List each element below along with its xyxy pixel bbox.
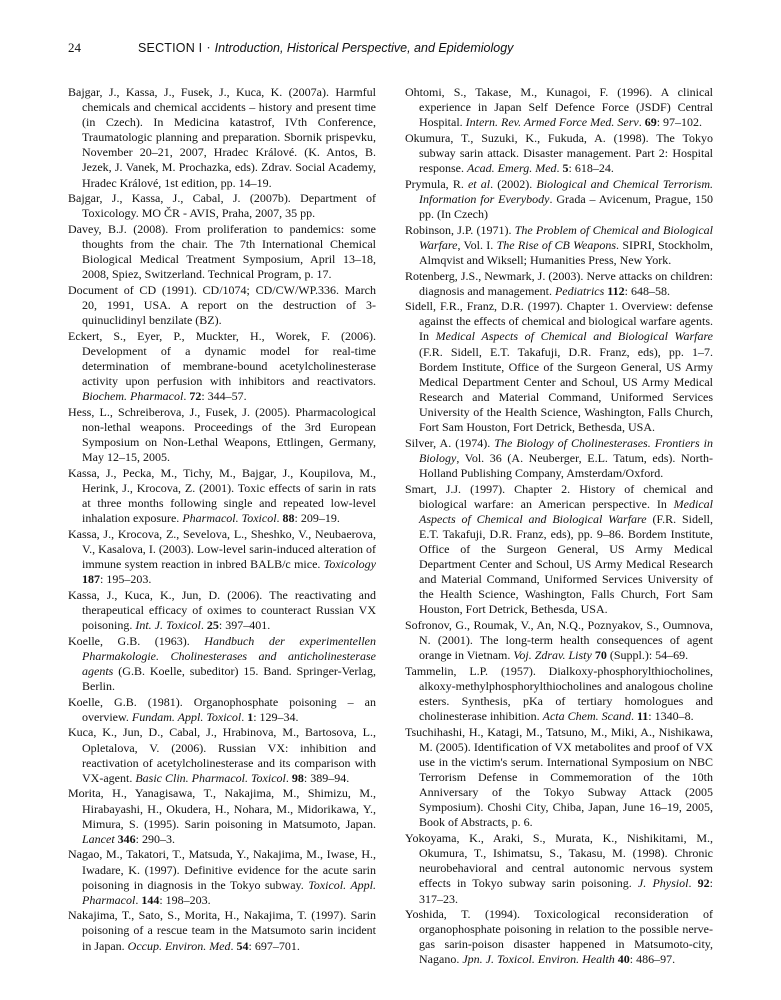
reference-italic-text: Acad. Emerg. Med (467, 161, 557, 176)
reference-text: . (241, 709, 248, 724)
reference-italic-text: Handbuch der experimentellen Pharmakologie. Cholinesterases and anticholinesterase agents (82, 633, 376, 678)
reference-text: (Suppl.): 54–69. (606, 648, 689, 663)
reference-entry (68, 283, 376, 328)
reference-italic-text: Basic Clin. Pharmacol. Toxicol (135, 770, 286, 785)
reference-entry (68, 725, 376, 785)
reference-entry (405, 269, 713, 299)
reference-text: Okumura, T., Suzuki, K., Fukuda, A. (1998). The Tokyo subway sarin attack. Disaster management. Part 2: Hospital response. (405, 130, 713, 176)
references-left-column (68, 85, 376, 954)
reference-entry (405, 85, 713, 130)
reference-entry (405, 436, 713, 481)
reference-text: , Vol. 36 (A. Neuberger, E.L. Tatum, eds). North-Holland Publishing Company, Amsterdam/Oxford. (419, 450, 713, 480)
reference-volume: 88 (282, 511, 295, 526)
reference-text: Tammelin, L.P. (1957). Dialkoxy-phosphorylthiocholines, alkoxy-methylphosphorylthiocholines and analogous choline esters. Synthesis, pKa of tertiary homologues and cholinesterase inhibition. (405, 663, 713, 724)
reference-text: Nakajima, T., Sato, S., Morita, H., Nakajima, T. (1997). Sarin poisoning of a rescue team in the Matsumoto sarin incident in Japan. (68, 908, 376, 953)
reference-entry (68, 466, 376, 526)
reference-text: . Grada – Avicenum, Prague, 150 pp. (In Czech) (419, 191, 713, 221)
reference-volume: 54 (236, 938, 249, 953)
reference-entry (68, 222, 376, 282)
reference-text: Rotenberg, J.S., Newmark, J. (2003). Nerve attacks on children: diagnosis and management. (405, 268, 713, 298)
reference-text: Koelle, G.B. (1981). Organophosphate poisoning – an overview. (68, 694, 376, 724)
reference-italic-text: The Problem of Chemical and Biological Warfare (419, 222, 713, 252)
reference-volume: 144 (141, 892, 160, 907)
reference-text: Prymula, R. (405, 176, 468, 191)
page-number: 24 (68, 40, 81, 55)
reference-italic-text: Jpn. J. Toxicol. Environ. Health (462, 952, 615, 967)
reference-volume: 25 (206, 618, 219, 633)
reference-text: Document of CD (1991). CD/1074; CD/CW/WP.336. March 20, 1991, USA. A report on the destruction of 3-quinuclidinyl benzilate (BZ). (68, 283, 376, 328)
reference-italic-text: Medical Aspects of Chemical and Biological Warfare (419, 496, 713, 526)
reference-text: Sofronov, G., Roumak, V., An, N.Q., Poznyakov, S., Oumnova, N. (2001). The long-term health consequences of agent orange in Vietnam. (405, 618, 713, 663)
reference-italic-text: Lancet (82, 831, 115, 846)
reference-entry (405, 223, 713, 268)
reference-text: Robinson, J.P. (1971). (405, 222, 515, 237)
reference-entry (405, 664, 713, 724)
reference-text: Nagao, M., Takatori, T., Matsuda, Y., Nakajima, M., Iwase, H., Iwadare, K. (1997). Definitive evidence for the acute sarin poisoning in diagnosis in the Tokyo subway. (68, 847, 376, 892)
reference-text: : 618–24. (568, 161, 614, 176)
reference-text: Ohtomi, S., Takase, M., Kunagoi, F. (1996). A clinical experience in Japan Self Defence Force (JSDF) Central Hospital. (405, 85, 713, 130)
reference-text: Smart, J.J. (1997). Chapter 2. History of chemical and biological warfare: an American perspective. In (405, 481, 713, 511)
reference-entry (68, 85, 376, 191)
reference-volume: 40 (617, 952, 630, 967)
reference-volume: 92 (697, 876, 710, 891)
reference-entry (68, 405, 376, 465)
reference-volume: 346 (117, 831, 136, 846)
reference-italic-text: Int. J. Toxicol (135, 618, 201, 633)
reference-entry (405, 725, 713, 831)
reference-text: : 290–3. (135, 831, 176, 846)
reference-text: : 344–57. (201, 389, 247, 404)
section-topic: Introduction, Historical Perspective, and Epidemiology (214, 41, 514, 55)
reference-text: . (276, 511, 283, 526)
reference-volume: 98 (291, 770, 304, 785)
reference-entry (68, 634, 376, 694)
reference-text: . SIPRI, Stockholm, Almqvist and Wiksell; Humanities Press, New York. (419, 237, 714, 267)
reference-entry (405, 482, 713, 618)
reference-italic-text: Occup. Environ. Med (127, 938, 231, 953)
reference-entry (405, 618, 713, 663)
reference-volume: 112 (607, 283, 625, 298)
reference-entry (68, 786, 376, 846)
reference-text: . (135, 892, 142, 907)
reference-text: Bajgar, J., Kassa, J., Fusek, J., Kuca, K. (2007a). Harmful chemicals and chemical accidents – history and present time (in Czech). In Medicina katastrof, IVth Conference, Traumatologic planning and preparation. Sbornik prispevku, November 20–21, 2007, Hradec Králové. (K. Antos, B. Jezek, J. Vanek, M. Prochazka, eds). Zdrav. Social Academy, Hradec Králové, 1st edition, pp. 14–19. (68, 85, 376, 190)
reference-volume: 5 (562, 161, 569, 176)
reference-text: : 195–203. (100, 572, 152, 587)
reference-text: . (2002). (490, 176, 537, 191)
reference-text: : 397–401. (218, 618, 271, 633)
reference-entry (68, 329, 376, 404)
reference-text: (F.R. Sidell, E.T. Takafuji, D.R. Franz, eds), pp. 1–7. Bordem Institute, Office of the Surgeon General, US Army Medical Department Center and Schoul, US Army Medical Research and Material Command, Uniformed Services University of the Health Science, Washington, Falls Church, Fort Sam Houston, Fort Detrick, Bethesda, USA. (419, 344, 713, 435)
reference-text: Davey, B.J. (2008). From proliferation to pandemics: some thoughts from the chair. The 7th International Chemical Biological Medical Treatment Symposium, April 13–18, 2008, Spiez, Switzerland. Technical Program, p. 17. (68, 222, 376, 282)
reference-text: : 648–58. (624, 283, 670, 298)
reference-italic-text: Intern. Rev. Armed Force Med. Serv (465, 115, 639, 130)
reference-text: Eckert, S., Eyer, P., Muckter, H., Worek, F. (2006). Development of a dynamic model for real-time determination of membrane-bound acetylcholinesterase activity upon perfusion with inhibitors and reactivators. (68, 328, 376, 389)
reference-text: : 198–203. (159, 892, 211, 907)
reference-italic-text: Biochem. Pharmacol (82, 389, 184, 404)
reference-volume: 72 (189, 389, 202, 404)
reference-text: Silver, A. (1974). (405, 435, 495, 450)
reference-volume: 11 (636, 709, 649, 724)
reference-text: . (200, 618, 207, 633)
reference-text: Yoshida, T. (1994). Toxicological reconsideration of organophosphate poisoning in relation to the possible nerve-gas sarin-poison disaster happened in Matsumoto-city, Nagano. (405, 907, 713, 967)
reference-entry (405, 299, 713, 435)
reference-entry (68, 695, 376, 725)
reference-text: Koelle, G.B. (1963). (68, 633, 205, 648)
reference-text: : 486–97. (629, 952, 676, 967)
reference-text: . (630, 709, 637, 724)
reference-text: . (688, 876, 698, 891)
reference-text: (G.B. Koelle, subeditor) 15. Band. Springer-Verlag, Berlin. (82, 663, 376, 693)
reference-volume: 187 (82, 572, 100, 587)
reference-volume: 1 (247, 709, 254, 724)
reference-text: : 389–94. (303, 770, 350, 785)
reference-italic-text: Toxicol. Appl. Pharmacol (82, 877, 376, 907)
reference-text: Tsuchihashi, H., Katagi, M., Tatsuno, M., Miki, A., Nishikawa, M. (2005). Identification of VX metabolites and proof of VX use in the victim's serum. International Symposium on NBC Terrorism Defense in Commemoration of the 10th Anniversary of the Tokyo Subway Attack (2005 Symposium). Choshi City, Chiba, Japan, June 16–19, 2005, Book of Abstracts, p. 6. (405, 724, 713, 830)
reference-italic-text: Medical Aspects of Chemical and Biological Warfare (435, 329, 713, 344)
section-label: SECTION I (138, 41, 203, 55)
reference-text: Kassa, J., Krocova, Z., Sevelova, L., Sheshko, V., Neubaerova, V., Kasalova, I. (2003). Low-level sarin-induced alteration of immune system reaction in inbred BALB/c mice. (68, 526, 376, 572)
reference-italic-text: The Rise of CB Weapons (496, 237, 617, 252)
reference-text: : 129–34. (253, 709, 299, 724)
reference-entry (68, 527, 376, 587)
reference-italic-text: Acta Chem. Scand (542, 709, 631, 724)
reference-text: Kassa, J., Pecka, M., Tichy, M., Bajgar, J., Koupilova, M., Herink, J., Krocova, Z. (2001). Toxic effects of sarin in rats at three months following single and repeated low-level inhalation exposure. (68, 465, 376, 526)
reference-italic-text: Toxicology (323, 557, 376, 572)
reference-text: : 209–19. (294, 511, 340, 526)
running-header (68, 40, 728, 56)
reference-italic-text: Fundam. Appl. Toxicol (131, 709, 242, 724)
reference-text: Kuca, K., Jun, D., Cabal, J., Hrabinova, M., Bartosova, L., Opletalova, V. (2006). Russian VX: inhibition and reactivation of acetylcholinesterase and its comparison with VX-agent. (68, 725, 376, 785)
reference-text: : 697–701. (248, 938, 300, 953)
reference-volume: 69 (644, 115, 657, 130)
reference-italic-text: et al (467, 176, 491, 191)
reference-italic-text: J. Physiol (637, 876, 689, 891)
reference-text: . (285, 770, 292, 785)
reference-text: : 317–23. (419, 876, 713, 906)
reference-text: . (638, 115, 645, 130)
reference-italic-text: Pediatrics (554, 283, 605, 298)
reference-italic-text: Pharmacol. Toxicol (182, 511, 277, 526)
reference-text: : 97–102. (656, 115, 703, 130)
reference-text: Yokoyama, K., Araki, S., Murata, K., Nishikitami, M., Okumura, T., Ishimatsu, S., Takasu, M. (1998). Chronic neurobehavioral and central autonomic nervous system effects in Tokyo subway sarin poisoning. (405, 831, 713, 891)
reference-text: Morita, H., Yanagisawa, T., Nakajima, M., Shimizu, M., Hirabayashi, H., Okudera, H., Nohara, M., Midorikawa, Y., Mimura, S. (1995). Sarin poisoning in Matsumoto, Japan. (68, 786, 376, 831)
reference-text: : 1340–8. (648, 709, 694, 724)
reference-text: Kassa, J., Kuca, K., Jun, D. (2006). The reactivating and therapeutical efficacy of oximes to counteract Russian VX poisoning. (68, 587, 376, 633)
reference-entry (405, 907, 713, 967)
reference-text: . (230, 938, 237, 953)
reference-entry (405, 831, 713, 906)
reference-text: Hess, L., Schreiberova, J., Fusek, J. (2005). Pharmacological non-lethal weapons. Proceedings of the 3rd European Symposium on Non-Lethal Weapons, Ettlingen, Germany, May 12–15, 2005. (68, 404, 376, 465)
reference-text: . (556, 161, 563, 176)
reference-italic-text: The Biology of Cholinesterases. Frontiers in Biology (419, 435, 713, 465)
reference-volume: 70 (594, 648, 607, 663)
reference-text: . (183, 389, 190, 404)
reference-entry (68, 588, 376, 633)
references-right-column (405, 85, 713, 968)
header-separator: · (206, 40, 211, 55)
reference-text: (F.R. Sidell, E.T. Takafuji, D.R. Franz, eds), pp. 9–86. Bordem Institute, Office of the Surgeon General, US Army Medical Department Center and Schoul, US Army Medical Research and Material Command, Uniformed Services University of the Health Science, Washington, Falls Church, Fort Sam Houston, Fort Detrick, Bethesda, USA. (419, 511, 713, 617)
reference-entry (68, 847, 376, 907)
reference-text: Bajgar, J., Kassa, J., Cabal, J. (2007b). Department of Toxicology. MO ČR - AVIS, Praha, 2007, 35 pp. (68, 191, 376, 221)
reference-text: , Vol. I. (457, 237, 497, 252)
reference-entry (68, 908, 376, 953)
reference-entry (68, 191, 376, 221)
reference-entry (405, 131, 713, 176)
reference-text: Sidell, F.R., Franz, D.R. (1997). Chapter 1. Overview: defense against the effects of chemical and biological warfare agents. In (405, 299, 713, 344)
reference-italic-text: Voj. Zdrav. Listy (513, 648, 592, 663)
reference-italic-text: Biological and Chemical Terrorism. Information for Everybody (419, 176, 713, 206)
reference-entry (405, 177, 713, 222)
